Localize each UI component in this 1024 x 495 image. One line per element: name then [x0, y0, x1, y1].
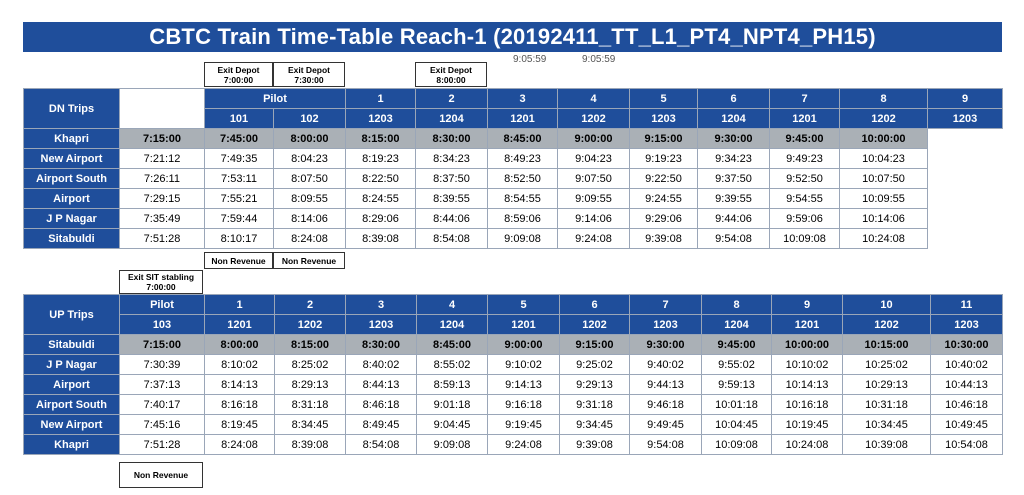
time-cell: 8:54:08 [346, 435, 417, 455]
trip-number: 7 [630, 295, 702, 315]
timetable-title: CBTC Train Time-Table Reach-1 (20192411_TT_L1_PT4_NPT4_PH15) [23, 22, 1002, 52]
time-cell: 8:19:23 [346, 149, 416, 169]
time-cell: 8:10:17 [205, 229, 274, 249]
trip-number: 4 [417, 295, 488, 315]
trip-number: 1 [346, 89, 416, 109]
time-cell: 9:44:06 [698, 209, 770, 229]
trip-number: Pilot [120, 295, 205, 315]
station-name: Sitabuldi [24, 229, 120, 249]
station-name: New Airport [24, 415, 120, 435]
time-cell: 7:49:35 [205, 149, 274, 169]
time-cell: 7:55:21 [205, 189, 274, 209]
time-cell: 8:00:00 [274, 129, 346, 149]
time-cell: 9:14:13 [488, 375, 560, 395]
time-cell: 9:01:18 [417, 395, 488, 415]
trip-number: 3 [346, 295, 417, 315]
trip-number: 2 [275, 295, 346, 315]
exit-depot-note: Exit Depot 7:30:00 [273, 62, 345, 87]
table-row [24, 229, 1003, 249]
time-cell: 8:45:00 [488, 129, 558, 149]
time-cell: 8:24:08 [274, 229, 346, 249]
time-cell: 9:34:23 [698, 149, 770, 169]
non-revenue-note: Non Revenue [119, 462, 203, 488]
time-cell: 9:37:50 [698, 169, 770, 189]
time-cell: 9:54:55 [770, 189, 840, 209]
time-cell: 10:15:00 [843, 335, 931, 355]
trip-number: 5 [488, 295, 560, 315]
time-cell: 9:00:00 [558, 129, 630, 149]
time-cell: 9:00:00 [488, 335, 560, 355]
time-cell: 8:34:23 [416, 149, 488, 169]
time-cell: 7:45:00 [205, 129, 274, 149]
time-cell: 9:59:13 [702, 375, 772, 395]
time-cell: 8:29:06 [346, 209, 416, 229]
dn-trips-title: DN Trips [24, 89, 120, 129]
table-row [24, 415, 1003, 435]
station-name: Khapri [24, 129, 120, 149]
non-revenue-note: Non Revenue [273, 252, 345, 269]
table-row [24, 189, 1003, 209]
station-name: Airport South [24, 395, 120, 415]
train-id: 1203 [346, 315, 417, 335]
trip-number: 4 [558, 89, 630, 109]
station-name: Sitabuldi [24, 335, 120, 355]
time-cell: 9:04:45 [417, 415, 488, 435]
time-cell: 8:39:08 [275, 435, 346, 455]
train-id: 1202 [558, 109, 630, 129]
time-cell: 8:24:08 [205, 435, 275, 455]
time-cell: 9:49:23 [770, 149, 840, 169]
trip-number: 6 [698, 89, 770, 109]
table-row [24, 395, 1003, 415]
non-revenue-note: Non Revenue [204, 252, 273, 269]
trip-number: 5 [630, 89, 698, 109]
time-cell: 7:37:13 [120, 375, 205, 395]
time-cell: 7:45:16 [120, 415, 205, 435]
time-cell: 10:24:08 [772, 435, 843, 455]
time-cell: 8:54:55 [488, 189, 558, 209]
time-cell: 8:14:13 [205, 375, 275, 395]
trip-number: 10 [843, 295, 931, 315]
time-cell: 9:49:45 [630, 415, 702, 435]
up-trips-title: UP Trips [24, 295, 120, 335]
time-cell: 8:46:18 [346, 395, 417, 415]
time-cell: 9:07:50 [558, 169, 630, 189]
time-cell: 8:16:18 [205, 395, 275, 415]
station-name: J P Nagar [24, 209, 120, 229]
time-cell: 7:51:28 [120, 229, 205, 249]
table-row [24, 129, 1003, 149]
train-id: 1204 [416, 109, 488, 129]
train-id: 1203 [346, 109, 416, 129]
time-cell: 9:09:55 [558, 189, 630, 209]
dn-trips-table [23, 88, 1003, 249]
train-id: 1201 [770, 109, 840, 129]
time-cell: 10:00:00 [772, 335, 843, 355]
time-cell: 9:45:00 [702, 335, 772, 355]
cut-off-text: 9:05:59 [513, 54, 547, 62]
trip-number: 8 [840, 89, 928, 109]
time-cell: 9:54:08 [698, 229, 770, 249]
time-cell: 9:39:08 [560, 435, 630, 455]
time-cell: 8:59:13 [417, 375, 488, 395]
time-cell: 10:30:00 [931, 335, 1003, 355]
time-cell: 8:25:02 [275, 355, 346, 375]
train-id: 1201 [772, 315, 843, 335]
time-cell: 8:00:00 [205, 335, 275, 355]
time-cell: 9:04:23 [558, 149, 630, 169]
time-cell: 7:29:15 [120, 189, 205, 209]
table-row [24, 435, 1003, 455]
up-trips-table [23, 294, 1003, 455]
time-cell: 8:34:45 [275, 415, 346, 435]
time-cell: 10:39:08 [843, 435, 931, 455]
time-cell: 9:54:08 [630, 435, 702, 455]
time-cell: 7:59:44 [205, 209, 274, 229]
time-cell: 9:19:23 [630, 149, 698, 169]
time-cell: 8:59:06 [488, 209, 558, 229]
time-cell: 9:24:55 [630, 189, 698, 209]
time-cell: 8:49:45 [346, 415, 417, 435]
time-cell: 8:44:06 [416, 209, 488, 229]
time-cell: 8:40:02 [346, 355, 417, 375]
table-row [24, 375, 1003, 395]
time-cell: 9:10:02 [488, 355, 560, 375]
time-cell: 8:30:00 [416, 129, 488, 149]
time-cell: 7:35:49 [120, 209, 205, 229]
time-cell: 8:30:00 [346, 335, 417, 355]
train-id: 1204 [698, 109, 770, 129]
time-cell: 10:19:45 [772, 415, 843, 435]
trip-number: 3 [488, 89, 558, 109]
time-cell: 10:09:08 [702, 435, 772, 455]
exit-sit-stabling-note: Exit SIT stabling 7:00:00 [119, 270, 203, 294]
time-cell: 7:26:11 [120, 169, 205, 189]
time-cell: 10:10:02 [772, 355, 843, 375]
time-cell: 10:54:08 [931, 435, 1003, 455]
time-cell: 8:29:13 [275, 375, 346, 395]
time-cell: 9:25:02 [560, 355, 630, 375]
time-cell: 10:40:02 [931, 355, 1003, 375]
station-name: Airport [24, 189, 120, 209]
time-cell: 8:39:55 [416, 189, 488, 209]
station-name: Airport [24, 375, 120, 395]
time-cell: 8:31:18 [275, 395, 346, 415]
train-id: 1201 [488, 109, 558, 129]
time-cell: 10:46:18 [931, 395, 1003, 415]
time-cell: 9:39:55 [698, 189, 770, 209]
table-row [24, 149, 1003, 169]
trip-number: 6 [560, 295, 630, 315]
station-name: Khapri [24, 435, 120, 455]
time-cell: 10:01:18 [702, 395, 772, 415]
time-cell: 8:39:08 [346, 229, 416, 249]
time-cell: 7:21:12 [120, 149, 205, 169]
time-cell: 9:55:02 [702, 355, 772, 375]
time-cell: 9:09:08 [417, 435, 488, 455]
exit-depot-note: Exit Depot 7:00:00 [204, 62, 273, 87]
time-cell: 9:52:50 [770, 169, 840, 189]
time-cell: 8:49:23 [488, 149, 558, 169]
station-name: Airport South [24, 169, 120, 189]
train-id: 1202 [840, 109, 928, 129]
time-cell: 10:25:02 [843, 355, 931, 375]
time-cell: 9:39:08 [630, 229, 698, 249]
trip-number: 1 [205, 295, 275, 315]
time-cell: 9:14:06 [558, 209, 630, 229]
time-cell: 9:15:00 [560, 335, 630, 355]
time-cell: 9:24:08 [558, 229, 630, 249]
time-cell: 10:29:13 [843, 375, 931, 395]
cut-off-text: 9:05:59 [582, 54, 616, 62]
time-cell: 9:29:13 [560, 375, 630, 395]
time-cell: 10:04:45 [702, 415, 772, 435]
trip-number: 11 [931, 295, 1003, 315]
time-cell: 8:54:08 [416, 229, 488, 249]
time-cell: 10:24:08 [840, 229, 928, 249]
time-cell: 10:04:23 [840, 149, 928, 169]
train-id: 103 [120, 315, 205, 335]
time-cell: 8:45:00 [417, 335, 488, 355]
time-cell: 7:30:39 [120, 355, 205, 375]
time-cell: 8:55:02 [417, 355, 488, 375]
time-cell: 9:09:08 [488, 229, 558, 249]
train-id: 1204 [702, 315, 772, 335]
time-cell: 10:14:06 [840, 209, 928, 229]
time-cell: 8:15:00 [346, 129, 416, 149]
time-cell: 10:07:50 [840, 169, 928, 189]
time-cell: 9:44:13 [630, 375, 702, 395]
time-cell: 9:16:18 [488, 395, 560, 415]
time-cell: 8:22:50 [346, 169, 416, 189]
time-cell: 8:52:50 [488, 169, 558, 189]
train-id: 102 [274, 109, 346, 129]
train-id: 1202 [275, 315, 346, 335]
time-cell: 10:09:55 [840, 189, 928, 209]
time-cell: 10:49:45 [931, 415, 1003, 435]
trip-number: 9 [772, 295, 843, 315]
station-name: J P Nagar [24, 355, 120, 375]
time-cell: 10:00:00 [840, 129, 928, 149]
station-name: New Airport [24, 149, 120, 169]
time-cell: 7:15:00 [120, 335, 205, 355]
train-id: 1203 [630, 315, 702, 335]
train-id: 101 [205, 109, 274, 129]
time-cell: 9:34:45 [560, 415, 630, 435]
time-cell: 8:09:55 [274, 189, 346, 209]
time-cell: 8:14:06 [274, 209, 346, 229]
time-cell: 10:16:18 [772, 395, 843, 415]
time-cell: 8:44:13 [346, 375, 417, 395]
time-cell: 9:22:50 [630, 169, 698, 189]
time-cell: 10:14:13 [772, 375, 843, 395]
time-cell: 8:04:23 [274, 149, 346, 169]
time-cell: 7:53:11 [205, 169, 274, 189]
table-row [24, 355, 1003, 375]
time-cell: 8:15:00 [275, 335, 346, 355]
time-cell: 7:40:17 [120, 395, 205, 415]
time-cell: 9:19:45 [488, 415, 560, 435]
train-id: 1203 [928, 109, 1003, 129]
time-cell: 10:31:18 [843, 395, 931, 415]
trip-number: 8 [702, 295, 772, 315]
train-id: 1204 [417, 315, 488, 335]
table-row [24, 335, 1003, 355]
time-cell: 10:44:13 [931, 375, 1003, 395]
time-cell: 8:19:45 [205, 415, 275, 435]
time-cell: 8:10:02 [205, 355, 275, 375]
time-cell: 9:30:00 [698, 129, 770, 149]
train-id: 1202 [560, 315, 630, 335]
trip-number: Pilot [205, 89, 346, 109]
blank-cell [120, 89, 205, 129]
train-id: 1201 [488, 315, 560, 335]
time-cell: 8:24:55 [346, 189, 416, 209]
time-cell: 9:40:02 [630, 355, 702, 375]
time-cell: 9:15:00 [630, 129, 698, 149]
time-cell: 8:07:50 [274, 169, 346, 189]
time-cell: 10:34:45 [843, 415, 931, 435]
time-cell: 10:09:08 [770, 229, 840, 249]
time-cell: 8:37:50 [416, 169, 488, 189]
time-cell: 9:45:00 [770, 129, 840, 149]
time-cell: 9:24:08 [488, 435, 560, 455]
time-cell: 9:46:18 [630, 395, 702, 415]
train-id: 1203 [931, 315, 1003, 335]
time-cell: 9:29:06 [630, 209, 698, 229]
trip-number: 7 [770, 89, 840, 109]
trip-number: 9 [928, 89, 1003, 109]
time-cell: 9:30:00 [630, 335, 702, 355]
train-id: 1203 [630, 109, 698, 129]
train-id: 1201 [205, 315, 275, 335]
time-cell: 9:59:06 [770, 209, 840, 229]
time-cell: 7:15:00 [120, 129, 205, 149]
table-row [24, 209, 1003, 229]
trip-number: 2 [416, 89, 488, 109]
time-cell: 9:31:18 [560, 395, 630, 415]
time-cell: 7:51:28 [120, 435, 205, 455]
exit-depot-note: Exit Depot 8:00:00 [415, 62, 487, 87]
table-row [24, 169, 1003, 189]
train-id: 1202 [843, 315, 931, 335]
